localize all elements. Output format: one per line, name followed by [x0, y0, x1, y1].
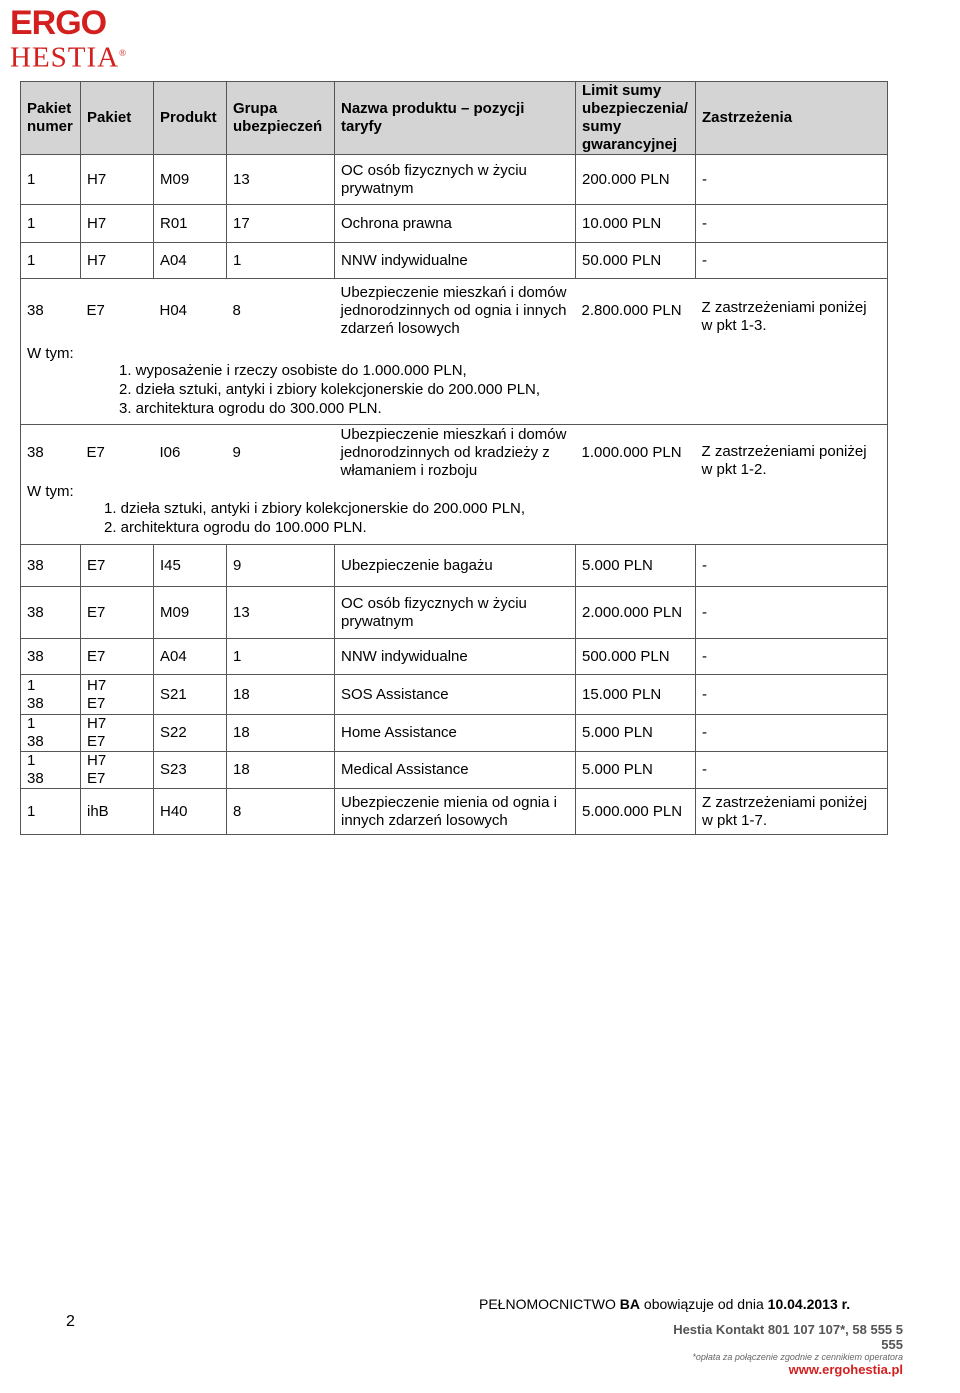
cell-produkt: H40: [154, 789, 227, 835]
contact-note: *opłata za połączenie zgodnie z cennikiem operatora: [692, 1352, 903, 1362]
cell-zastrz: -: [696, 243, 888, 279]
header-cell: Grupa ubezpieczeń: [227, 82, 335, 155]
cell-num: 1: [21, 155, 81, 205]
cell-produkt: H04: [154, 279, 227, 343]
contact-phone: Hestia Kontakt 801 107 107*, 58 555 5 555: [673, 1322, 903, 1352]
cell-grupa: 18: [227, 752, 335, 789]
cell-produkt: A04: [154, 243, 227, 279]
cell-pakiet: H7: [81, 205, 154, 243]
cell-zastrz: -: [696, 587, 888, 639]
cell-limit: 50.000 PLN: [576, 243, 696, 279]
cell-num: 38: [21, 587, 81, 639]
cell-zastrz: -: [696, 675, 888, 715]
details-cell: [21, 481, 888, 545]
table-row: [21, 545, 888, 587]
cell-pakiet: H7 E7: [81, 752, 154, 789]
table-row: [21, 675, 888, 715]
logo-ergo: ERGO: [10, 4, 107, 42]
cell-produkt: A04: [154, 639, 227, 675]
details-label: W tym:: [27, 344, 74, 362]
table-row: [21, 715, 888, 752]
header-cell: Zastrzeżenia: [696, 82, 888, 155]
details-cell: [21, 343, 888, 425]
table-row: [21, 205, 888, 243]
cell-pakiet: H7: [81, 243, 154, 279]
cell-pakiet: ihB: [81, 789, 154, 835]
table-row-details: [21, 481, 888, 545]
contact-block: [658, 1322, 903, 1377]
cell-zastrz: -: [696, 155, 888, 205]
cell-zastrz: -: [696, 752, 888, 789]
cell-grupa: 1: [227, 243, 335, 279]
cell-nazwa: Home Assistance: [335, 715, 576, 752]
cell-grupa: 18: [227, 715, 335, 752]
cell-pakiet: E7: [81, 639, 154, 675]
cell-num: 1 38: [21, 715, 81, 752]
cell-limit: 5.000 PLN: [576, 715, 696, 752]
cell-pakiet: H7 E7: [81, 715, 154, 752]
table-header: [21, 82, 888, 155]
cell-grupa: 1: [227, 639, 335, 675]
cell-nazwa: Ubezpieczenie mieszkań i domów jednorodzinnych od ognia i innych zdarzeń losowych: [335, 279, 576, 343]
cell-nazwa: SOS Assistance: [335, 675, 576, 715]
cell-produkt: S21: [154, 675, 227, 715]
cell-limit: 5.000 PLN: [576, 545, 696, 587]
cell-pakiet: H7: [81, 155, 154, 205]
cell-zastrz: -: [696, 639, 888, 675]
header-cell: Produkt: [154, 82, 227, 155]
cell-produkt: I06: [159, 443, 181, 461]
cell-zastrz: -: [696, 715, 888, 752]
cell-limit: 15.000 PLN: [576, 675, 696, 715]
website-link[interactable]: www.ergohestia.pl: [788, 1362, 903, 1377]
cell-grupa: 18: [227, 675, 335, 715]
table-row: [21, 752, 888, 789]
header-cell: Pakiet: [81, 82, 154, 155]
cell-pakiet: E7: [81, 587, 154, 639]
cell-produkt: R01: [154, 205, 227, 243]
cell-num: 38: [21, 545, 81, 587]
cell-nazwa: Medical Assistance: [335, 752, 576, 789]
cell-nazwa: Ubezpieczenie mienia od ognia i innych zdarzeń losowych: [335, 789, 576, 835]
cell-nazwa: NNW indywidualne: [335, 243, 576, 279]
coverage-table: [20, 81, 888, 835]
cell-num: 38: [21, 639, 81, 675]
cell-num: 1 38: [21, 675, 81, 715]
cell-grupa: 17: [227, 205, 335, 243]
cell-nazwa: Ubezpieczenie bagażu: [335, 545, 576, 587]
cell-nazwa: Ochrona prawna: [335, 205, 576, 243]
cell-zastrz: -: [696, 545, 888, 587]
table-row: [21, 587, 888, 639]
cell-nazwa: NNW indywidualne: [335, 639, 576, 675]
cell-produkt: S23: [154, 752, 227, 789]
cell-zastrz: -: [696, 205, 888, 243]
cell-limit: 5.000 PLN: [576, 752, 696, 789]
cell-produkt: S22: [154, 715, 227, 752]
cell-produkt: M09: [154, 587, 227, 639]
cell-num: 38: [21, 425, 81, 481]
details-label: W tym:: [27, 482, 74, 500]
cell-zastrz: Z zastrzeżeniami poniżej w pkt 1-3.: [696, 279, 888, 343]
ergo-hestia-logo: [10, 4, 127, 74]
cell-num: 1: [21, 205, 81, 243]
table-row: [21, 425, 888, 481]
details-list: [21, 481, 887, 537]
page-number: 2: [66, 1313, 75, 1330]
header-cell: Nazwa produktu – pozycji taryfy: [335, 82, 576, 155]
cell-pakiet: E7: [81, 279, 154, 343]
cell-grupa: 13: [227, 587, 335, 639]
cell-num: 1: [21, 243, 81, 279]
header-cell: Limit sumy ubezpieczenia/ sumy gwarancyjnej: [576, 82, 696, 155]
table-row: [21, 639, 888, 675]
cell-nazwa: OC osób fizycznych w życiu prywatnym: [335, 587, 576, 639]
cell-grupa: 9: [232, 443, 241, 461]
cell-limit: 1.000.000 PLN: [581, 443, 682, 461]
table-row: [21, 789, 888, 835]
footer-note: PEŁNOMOCNICTWO BA obowiązuje od dnia 10.04.2013 r.: [479, 1296, 851, 1312]
cell-num: 38: [21, 279, 81, 343]
cell-produkt: I45: [154, 545, 227, 587]
cell-limit: 500.000 PLN: [576, 639, 696, 675]
logo-hestia: HESTIA®: [10, 41, 127, 74]
cell-limit: 200.000 PLN: [576, 155, 696, 205]
cell-limit: 2.800.000 PLN: [576, 279, 696, 343]
cell-produkt: M09: [154, 155, 227, 205]
cell-grupa: 8: [227, 789, 335, 835]
details-item: 1. dzieła sztuki, antyki i zbiory kolekcjonerskie do 200.000 PLN,: [104, 499, 526, 517]
cell-pakiet: H7 E7: [81, 675, 154, 715]
cell-num: 1 38: [21, 752, 81, 789]
table-row-details: [21, 343, 888, 425]
details-item: 3. architektura ogrodu do 300.000 PLN.: [119, 399, 382, 417]
details-list: [21, 343, 887, 418]
cell-grupa: 8: [227, 279, 335, 343]
cell-limit: 5.000.000 PLN: [576, 789, 696, 835]
cell-pakiet: E7: [86, 443, 105, 461]
table-row: [21, 243, 888, 279]
details-item: 2. dzieła sztuki, antyki i zbiory kolekcjonerskie do 200.000 PLN,: [119, 380, 541, 398]
cell-grupa: 9: [227, 545, 335, 587]
cell-num: 1: [21, 789, 81, 835]
table-row: [21, 279, 888, 343]
table-row: [21, 155, 888, 205]
cell-grupa: 13: [227, 155, 335, 205]
cell-nazwa: OC osób fizycznych w życiu prywatnym: [335, 155, 576, 205]
cell-nazwa: Ubezpieczenie mieszkań i domów jednorodzinnych od kradzieży z włamaniem i rozboju: [340, 425, 567, 479]
details-item: 2. architektura ogrodu do 100.000 PLN.: [104, 518, 367, 536]
details-item: 1. wyposażenie i rzeczy osobiste do 1.000.000 PLN,: [119, 361, 467, 379]
cell-pakiet: E7: [81, 545, 154, 587]
cell-zastrz: Z zastrzeżeniami poniżej w pkt 1-7.: [696, 789, 888, 835]
header-cell: Pakiet numer: [21, 82, 81, 155]
cell-limit: 2.000.000 PLN: [576, 587, 696, 639]
cell-limit: 10.000 PLN: [576, 205, 696, 243]
cell-zastrz: Z zastrzeżeniami poniżej w pkt 1-2.: [696, 425, 888, 481]
